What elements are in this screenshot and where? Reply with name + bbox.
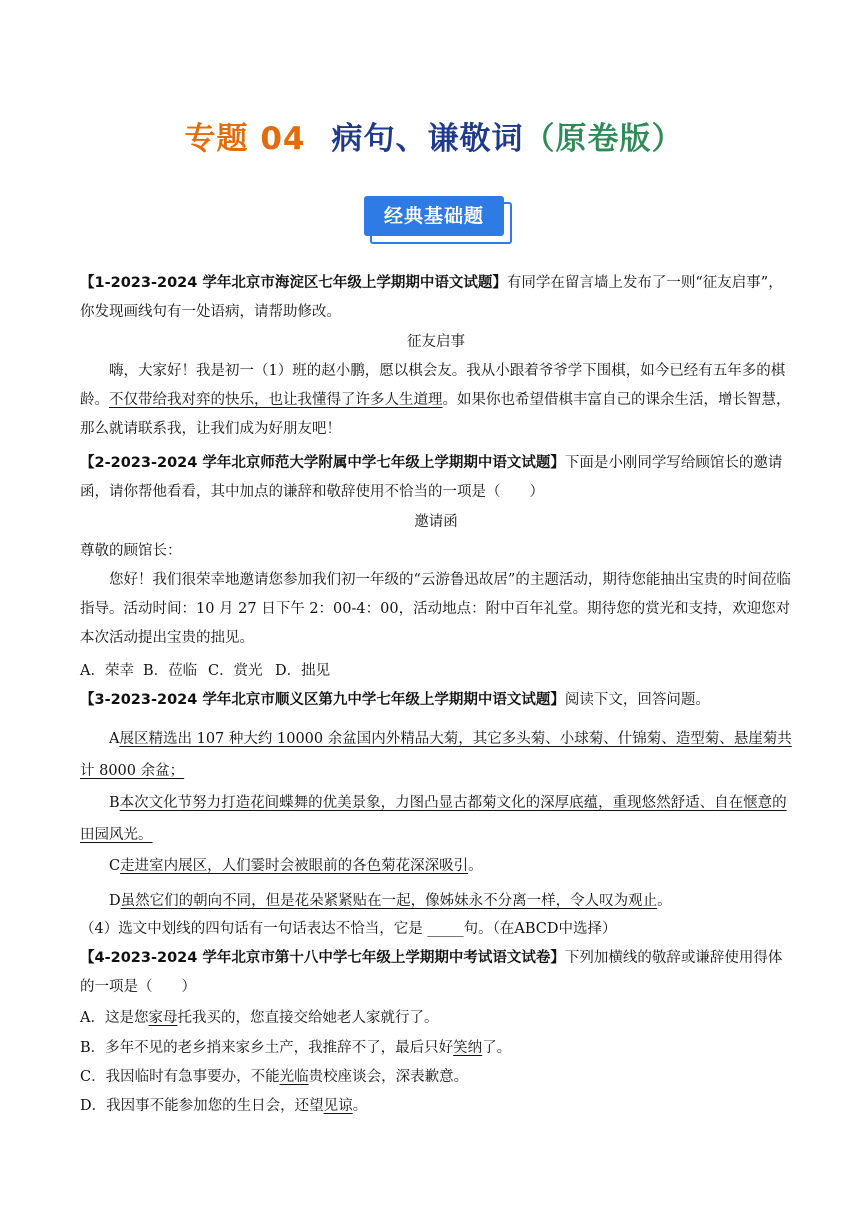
q3-end-c: 。 (468, 858, 483, 874)
q4-option-d-text-2: 。 (352, 1098, 368, 1114)
badge-label: 经典基础题 (364, 196, 504, 236)
q2-salutation: 尊敬的顾馆长： (80, 543, 182, 559)
q4-option-a-text-2: 托我买的，您直接交给她老人家就行了。 (177, 1010, 439, 1026)
q1-text-2: 。如果你也希望借棋丰富自己的课余生活，增长智慧，那么就请联系我，让我们成为好朋友吧！ (80, 392, 791, 437)
q2-options (80, 657, 792, 686)
q1-heading: 征友启事 (407, 334, 465, 350)
q1-intro (80, 269, 792, 327)
q4-option-d-underlined: 见谅 (323, 1098, 353, 1114)
q4-option-b-text-1: B．多年不见的老乡捎来家乡土产，我推辞不了，最后只好 (80, 1040, 454, 1056)
q2-option-c: C．赏光 (208, 663, 263, 679)
q2-intro-text: 下面是小刚同学写给顾馆长的邀请函，请你帮他看看，其中加点的谦辞和敬辞使用不恰当的一项是（ ） (80, 455, 783, 500)
q2-source: 【2-2023-2024 学年北京师范大学附属中学七年级上学期期中语文试题】 (80, 455, 565, 471)
q3-label-c: C (109, 858, 121, 874)
q3-answer-blank: _____ (427, 921, 464, 937)
q4-option-c-underlined: 光临 (279, 1069, 309, 1085)
q1-intro-text: 有同学在留言墙上发布了一则“征友启事”，你发现画线句有一处语病，请帮助修改。 (80, 275, 783, 320)
q4-option-d (80, 1092, 792, 1121)
q4-source: 【4-2023-2024 学年北京市第十八中学七年级上学期期中考试语文试卷】 (80, 950, 565, 966)
q4-option-d-text-1: D．我因事不能参加您的生日会，还望 (80, 1098, 324, 1114)
q1-source: 【1-2023-2024 学年北京市海淀区七年级上学期期中语文试题】 (80, 275, 507, 291)
q3-intro-text: 阅读下文，回答问题。 (564, 692, 710, 708)
q4-option-c (80, 1063, 792, 1092)
q4-option-b-underlined: 笑纳 (453, 1040, 483, 1056)
q2-heading: 邀请函 (414, 514, 458, 530)
q3-label-d: D (109, 893, 121, 909)
q4-option-c-text-1: C．我因临时有急事要办，不能 (80, 1069, 280, 1085)
q1-underlined-sentence: 不仅带给我对弈的快乐，也让我懂得了许多人生道理 (109, 392, 443, 408)
q3-question (80, 915, 792, 944)
q3-end-d: 。 (657, 893, 672, 909)
q2-intro (80, 449, 792, 507)
q2-option-a: A．荣幸 (80, 663, 134, 679)
q2-letter-body: 您好！我们很荣幸地邀请您参加我们初一年级的“云游鲁迅故居”的主题活动，期待您能抽出宝贵的时间莅临指导。活动时间：10 月 27 日下午 2：00-4：00，活动地点：附中百年礼堂。期待您的赏光和支持，欢迎您对本次活动提出宝贵的拙见。 (80, 572, 791, 646)
q4-option-a (80, 1004, 792, 1033)
q2-option-b: B．莅临 (143, 663, 198, 679)
q3-sentence-a (80, 723, 792, 787)
q4-option-b-text-2: 了。 (482, 1040, 512, 1056)
q3-source: 【3-2023-2024 学年北京市顺义区第九中学七年级上学期期中语文试题】 (80, 692, 565, 708)
page-title (0, 113, 868, 158)
title-edition: （原卷版） (523, 121, 684, 157)
title-topic-name: 病句、谦敬词 (331, 121, 524, 157)
q4-option-a-underlined: 家母 (148, 1010, 178, 1026)
q3-sentence-b (80, 787, 792, 851)
q3-question-text-a: （4）选文中划线的四句话有一句话表达不恰当，它是 (80, 921, 428, 937)
q3-underlined-a: 展区精选出 107 种大约 10000 余盆国内外精品大菊，其它多头菊、小球菊、什锦菊、造型菊、悬崖菊共计 8000 余盆； (80, 731, 792, 779)
q3-underlined-c: 走进室内展区，人们霎时会被眼前的各色菊花深深吸引 (120, 858, 469, 874)
q4-option-c-text-2: 贵校座谈会，深表歉意。 (308, 1069, 469, 1085)
q4-intro (80, 944, 792, 1002)
q4-option-a-text-1: A．这是您 (80, 1010, 149, 1026)
title-topic-number: 专题 04 (184, 121, 306, 157)
q4-option-b (80, 1034, 792, 1063)
q4-intro-text: 下列加横线的敬辞或谦辞使用得体的一项是（ ） (80, 950, 783, 995)
q3-sentence-d (80, 885, 792, 917)
q3-sentence-c (80, 850, 792, 882)
section-badge (364, 196, 514, 242)
q3-intro (80, 686, 792, 715)
q3-underlined-d: 虽然它们的朝向不同，但是花朵紧紧贴在一起，像姊妹永不分离一样，令人叹为观止 (120, 893, 658, 909)
q3-underlined-b: 本次文化节努力打造花间蝶舞的优美景象，力图凸显古都菊文化的深厚底蕴，重现悠然舒适、自在惬意的田园风光。 (80, 795, 787, 843)
q1-text-1: 嗨，大家好！我是初一（1）班的赵小鹏，愿以棋会友。我从小跟着爷爷学下围棋，如今已经有五年多的棋龄。 (80, 363, 786, 408)
q2-option-d: D．拙见 (275, 663, 331, 679)
q3-label-a: A (109, 731, 120, 747)
q3-question-text-b: 句。（在ABCD中选择） (463, 921, 617, 937)
q3-label-b: B (109, 795, 120, 811)
q1-paragraph (80, 357, 792, 444)
